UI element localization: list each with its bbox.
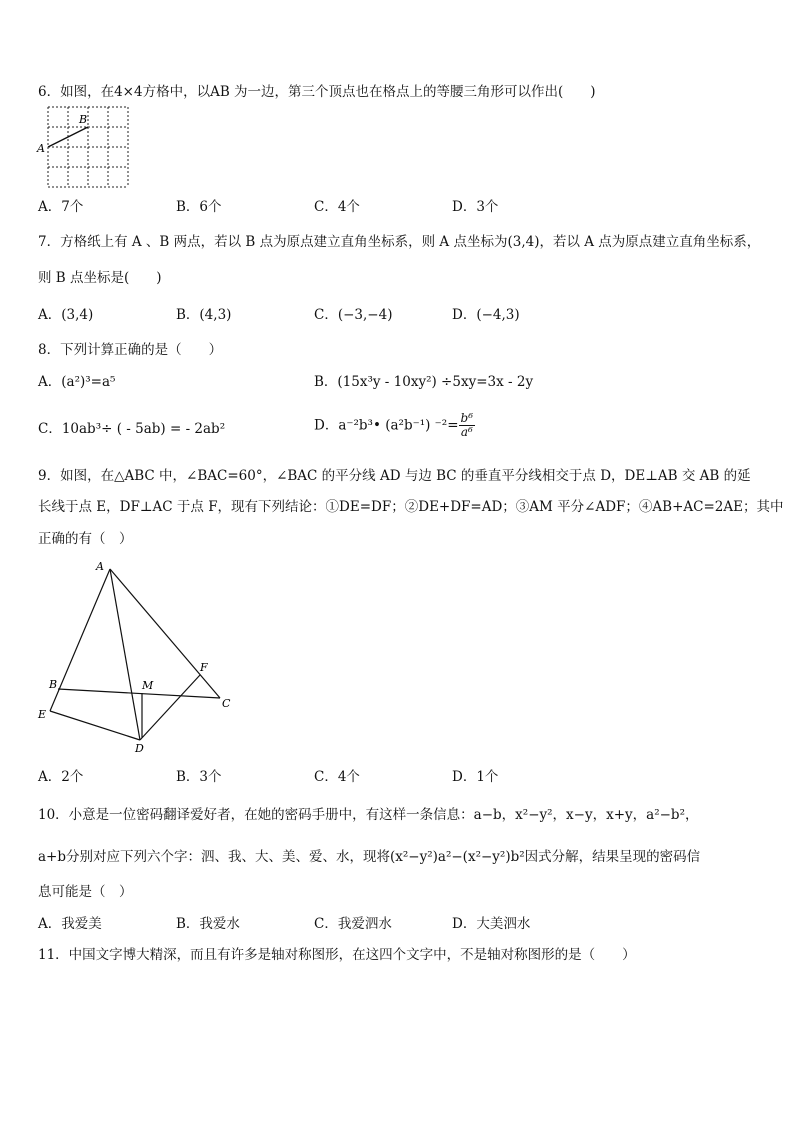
q10-text-line1: 10．小意是一位密码翻译爱好者，在她的密码手册中，有这样一条信息：a−b，x²−y²，x−y，x+y，a²−b²， [38,807,699,823]
q7-option-b[interactable]: B．(4,3) [176,307,232,323]
q10-text-line2: a+b分别对应下列六个字：泗、我、大、美、爱、水，现将(x²−y²)a²−(x²−y²)b²因式分解，结果呈现的密码信 [38,849,701,865]
q10-option-c[interactable]: C．我爱泗水 [314,916,392,932]
q7-option-c[interactable]: C．(−3,−4) [314,307,393,323]
q10-text-line3: 息可能是（ ） [38,884,133,900]
q8-option-d[interactable] [314,412,475,439]
q8-option-d-prefix: D．a⁻²b³• (a²b⁻¹) ⁻²= [314,417,459,434]
q8-option-b[interactable]: B．(15x³y - 10xy²) ÷5xy=3x - 2y [314,374,534,390]
fraction-denominator: a⁶ [460,425,473,439]
q9-option-b[interactable]: B．3个 [176,769,222,785]
q6-option-d[interactable]: D．3个 [452,199,499,215]
q10-option-b[interactable]: B．我爱水 [176,916,240,932]
q6-option-a[interactable]: A．7个 [38,199,84,215]
point-b-label: B [49,678,58,691]
q6-option-c[interactable]: C．4个 [314,199,360,215]
q10-option-a[interactable]: A．我爱美 [38,916,102,932]
point-e-label: E [38,708,47,721]
point-m-label: M [142,679,154,692]
q9-text-line1: 9．如图，在△ABC 中，∠BAC=60°，∠BAC 的平分线 AD 与边 BC 的垂直平分线相交于点 D，DE⊥AB 交 AB 的延 [38,468,751,484]
q10-option-d[interactable]: D．大美泗水 [452,916,531,932]
q9-option-c[interactable]: C．4个 [314,769,360,785]
q8-option-c[interactable]: C．10ab³÷ ( - 5ab) = - 2ab² [38,421,226,437]
q6-text: 6．如图，在4×4方格中，以AB 为一边，第三个顶点也在格点上的等腰三角形可以作出( ) [38,84,596,100]
q7-text-line2: 则 B 点坐标是( ) [38,270,162,286]
point-d-label: D [135,742,144,755]
q6-grid-figure [34,105,138,191]
q8-option-a[interactable]: A．(a²)³=a⁵ [38,374,116,390]
q9-text-line2: 长线于点 E，DF⊥AC 于点 F，现有下列结论：①DE=DF；②DE+DF=AD；③AM 平分∠ADF；④AB+AC=2AE；其中 [38,499,784,515]
q8-option-d-fraction [459,412,476,439]
q7-text-line1: 7．方格纸上有 A 、B 两点，若以 B 点为原点建立直角坐标系，则 A 点坐标为(3,4)，若以 A 点为原点建立直角坐标系， [38,234,761,250]
point-f-label: F [200,661,208,674]
q9-triangle-figure [30,556,250,756]
q9-option-d[interactable]: D．1个 [452,769,499,785]
point-a-label: A [37,142,45,155]
q6-option-b[interactable]: B．6个 [176,199,222,215]
point-a-label: A [96,560,104,573]
q8-text: 8．下列计算正确的是（ ） [38,342,223,358]
q9-text-line3: 正确的有（ ） [38,531,133,547]
point-c-label: C [222,697,231,710]
q7-option-d[interactable]: D．(−4,3) [452,307,520,323]
q11-text: 11．中国文字博大精深，而且有许多是轴对称图形，在这四个文字中，不是轴对称图形的是（ ） [38,947,636,963]
q9-option-a[interactable]: A．2个 [38,769,84,785]
point-b-label: B [79,113,88,126]
fraction-numerator: b⁶ [460,411,474,425]
q7-option-a[interactable]: A．(3,4) [38,307,94,323]
